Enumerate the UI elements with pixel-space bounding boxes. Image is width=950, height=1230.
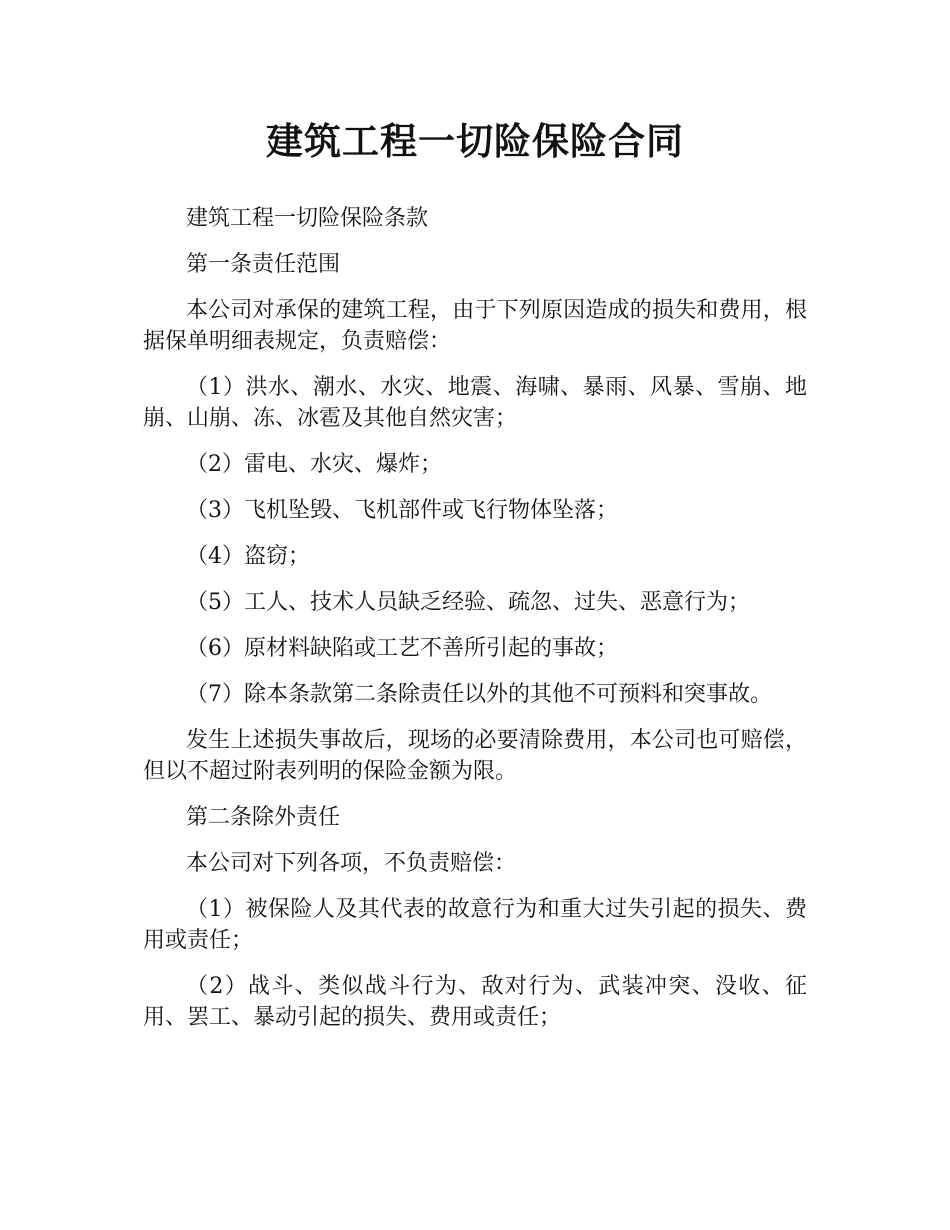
list-item: （7）除本条款第二条除责任以外的其他不可预料和突事故。: [186, 682, 772, 707]
list-item: （5）工人、技术人员缺乏经验、疏忽、过失、恶意行为；: [186, 590, 750, 615]
list-item: （2）雷电、水灾、爆炸；: [186, 452, 442, 477]
list-item: （4）盗窃；: [186, 544, 310, 569]
article-2-heading: 第二条除外责任: [186, 805, 341, 830]
list-item: （1）被保险人及其代表的故意行为和重大过失引起的损失、费用或责任；: [143, 897, 807, 953]
document-title: 建筑工程一切险保险合同: [266, 120, 684, 163]
list-item: （6）原材料缺陷或工艺不善所引起的事故；: [186, 636, 618, 661]
paragraph: 本公司对下列各项，不负责赔偿：: [186, 851, 517, 876]
subtitle-paragraph: 建筑工程一切险保险条款: [186, 206, 429, 231]
list-item: （1）洪水、潮水、水灾、地震、海啸、暴雨、风暴、雪崩、地崩、山崩、冻、冰雹及其他自然灾害；: [143, 375, 807, 431]
document-body: [143, 203, 807, 1048]
paragraph: 发生上述损失事故后，现场的必要清除费用，本公司也可赔偿，但以不超过附表列明的保险金额为限。: [143, 728, 807, 784]
list-item: （3）飞机坠毁、飞机部件或飞行物体坠落；: [186, 498, 618, 523]
paragraph: 本公司对承保的建筑工程，由于下列原因造成的损失和费用，根据保单明细表规定，负责赔偿：: [143, 298, 807, 354]
list-item: （2）战斗、类似战斗行为、敌对行为、武装冲突、没收、征用、罢工、暴动引起的损失、费用或责任；: [143, 974, 807, 1030]
article-1-heading: 第一条责任范围: [186, 252, 341, 277]
